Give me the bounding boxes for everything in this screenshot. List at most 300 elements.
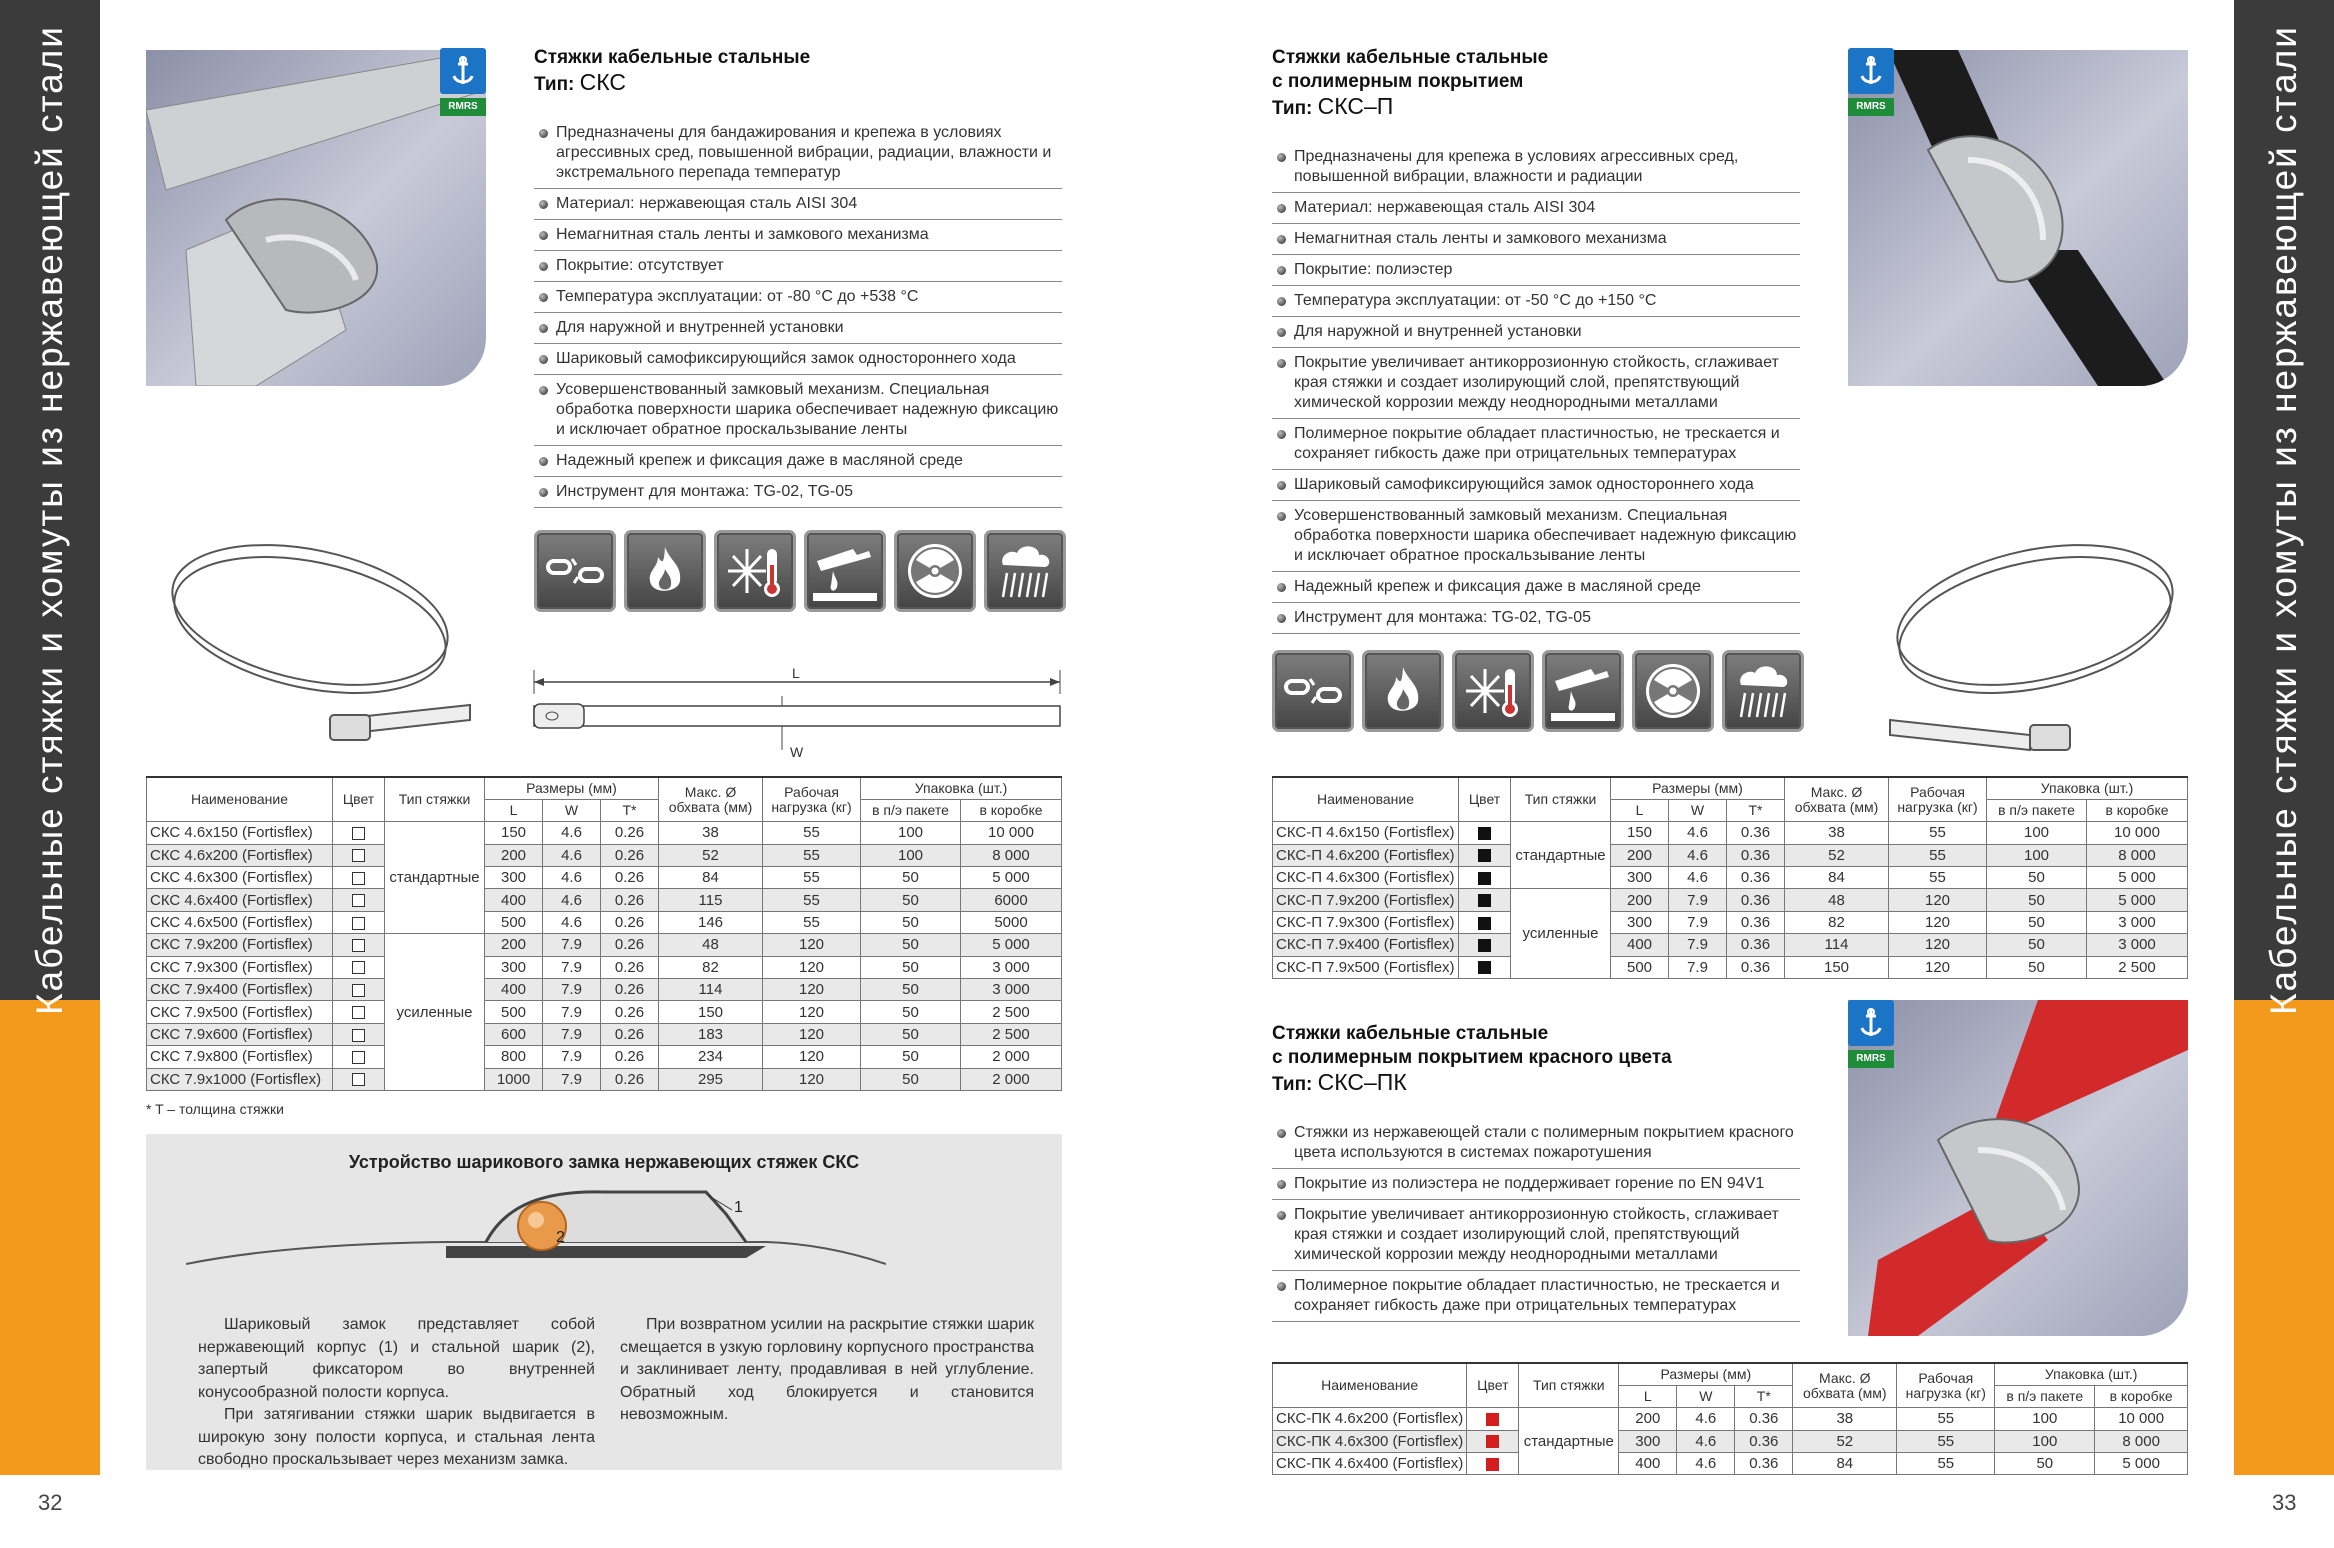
table-cell: СКС 7.9х200 (Fortisflex)	[147, 934, 333, 956]
table-cell: в коробке	[961, 799, 1062, 821]
table-cell	[333, 956, 385, 978]
color-swatch	[352, 1006, 365, 1019]
table-cell: 2 500	[2087, 956, 2188, 978]
sksp-condition-icons	[1272, 650, 1804, 732]
th-dims: Размеры (мм)	[485, 777, 659, 799]
table-cell: 0.26	[601, 822, 659, 844]
th-load: Рабочая нагрузка (кг)	[1897, 1363, 1995, 1408]
color-swatch	[352, 1029, 365, 1042]
table-cell: 300	[1611, 867, 1669, 889]
table-cell: 82	[659, 956, 763, 978]
table-cell: СКС 4.6х500 (Fortisflex)	[147, 911, 333, 933]
table-cell: 400	[1611, 934, 1669, 956]
feature-item: Для наружной и внутренней установки	[1272, 317, 1800, 348]
table-cell: 55	[1889, 867, 1987, 889]
table-cell: 150	[1785, 956, 1889, 978]
table-cell: 0.26	[601, 889, 659, 911]
table-cell: 0.26	[601, 1046, 659, 1068]
table-cell: 0.36	[1735, 1430, 1793, 1452]
table-cell: 50	[1987, 889, 2087, 911]
table-cell: 0.36	[1727, 956, 1785, 978]
table-cell: 3 000	[2087, 911, 2188, 933]
table-cell: 4.6	[543, 889, 601, 911]
sksp-strap-drawing	[1870, 520, 2200, 760]
th-pack: Упаковка (шт.)	[1995, 1363, 2188, 1385]
left-sidebar-text: Кабельные стяжки и хомуты из нержавеющей стали	[29, 25, 70, 1015]
table-cell	[333, 934, 385, 956]
table-cell: 0.26	[601, 844, 659, 866]
table-row	[1273, 956, 2188, 978]
table-cell: 55	[1897, 1453, 1995, 1475]
table-cell: 2 000	[961, 1068, 1062, 1090]
table-cell: 55	[1889, 822, 1987, 844]
color-swatch	[1478, 827, 1491, 840]
color-swatch	[352, 827, 365, 840]
table-cell: 2 000	[961, 1046, 1062, 1068]
table-row	[1273, 889, 2188, 911]
table-cell	[1459, 911, 1511, 933]
table-cell: 7.9	[1669, 934, 1727, 956]
table-cell: 50	[861, 1023, 961, 1045]
table-cell: 50	[1987, 934, 2087, 956]
table-cell: 55	[1897, 1430, 1995, 1452]
label-2: 2	[556, 1229, 565, 1246]
table-cell: 50	[861, 1046, 961, 1068]
table-cell: в п/э пакете	[1987, 799, 2087, 821]
table-cell: 0.36	[1727, 844, 1785, 866]
skspk-title: Стяжки кабельные стальные с полимерным покрытием красного цвета Тип: СКС–ПК	[1272, 1023, 1672, 1095]
table-cell: 115	[659, 889, 763, 911]
table-row	[1273, 1453, 2188, 1475]
oil-drip-icon	[1542, 650, 1624, 732]
table-cell: 84	[1785, 867, 1889, 889]
table-cell: 10 000	[961, 822, 1062, 844]
device-paragraph-2: При возвратном усилии на раскрытие стяжки шарик смещается в узкую горловину корпусного пространства и заклинивает ленту, продавливая в ней углубление. Обратный ход блокируется и становится невозможным.	[620, 1316, 1034, 1423]
table-cell: СКС 7.9х1000 (Fortisflex)	[147, 1068, 333, 1090]
type-cell: стандартные	[385, 822, 485, 934]
table-cell: 0.36	[1735, 1453, 1793, 1475]
table-cell: 52	[659, 844, 763, 866]
table-cell: 120	[763, 1046, 861, 1068]
table-cell: 55	[1889, 844, 1987, 866]
table-cell: 4.6	[1677, 1430, 1735, 1452]
th-dims: Размеры (мм)	[1611, 777, 1785, 799]
table-cell: СКС-П 4.6х300 (Fortisflex)	[1273, 867, 1459, 889]
table-cell: 2 500	[961, 1001, 1062, 1023]
feature-item: Полимерное покрытие обладает пластичностью, не трескается и сохраняет гибкость даже при отрицательных температурах	[1272, 419, 1800, 470]
table-cell: 120	[1889, 889, 1987, 911]
table-cell: 0.26	[601, 1023, 659, 1045]
table-cell: СКС 4.6х200 (Fortisflex)	[147, 844, 333, 866]
table-cell: 5 000	[961, 934, 1062, 956]
color-swatch	[352, 849, 365, 862]
sks-footnote: * T – толщина стяжки	[146, 1101, 284, 1117]
sks-strap-drawing	[160, 520, 490, 760]
table-cell: 7.9	[543, 1023, 601, 1045]
table-cell: СКС 4.6х400 (Fortisflex)	[147, 889, 333, 911]
device-title: Устройство шарикового замка нержавеющих стяжек СКС	[348, 1152, 860, 1172]
table-cell: 0.36	[1727, 867, 1785, 889]
table-cell: 7.9	[543, 1068, 601, 1090]
color-swatch	[1478, 917, 1491, 930]
table-row	[1273, 867, 2188, 889]
table-cell: 7.9	[1669, 911, 1727, 933]
rain-icon	[1722, 650, 1804, 732]
table-row	[147, 867, 1062, 889]
skspk-feature-list	[1272, 1118, 1800, 1322]
table-cell: W	[1669, 799, 1727, 821]
color-swatch	[352, 961, 365, 974]
table-cell: 52	[1793, 1430, 1897, 1452]
table-cell: L	[1619, 1385, 1677, 1407]
table-cell: 5 000	[2087, 889, 2188, 911]
table-cell: 4.6	[1669, 844, 1727, 866]
table-cell: 120	[1889, 956, 1987, 978]
table-cell: 183	[659, 1023, 763, 1045]
table-cell: 8 000	[961, 844, 1062, 866]
right-sidebar-text: Кабельные стяжки и хомуты из нержавеющей стали	[2263, 25, 2304, 1015]
table-cell: 500	[485, 911, 543, 933]
feature-item: Предназначены для крепежа в условиях агрессивных сред, повышенной вибрации, влажности и радиации	[1272, 142, 1800, 193]
table-cell: 150	[1611, 822, 1669, 844]
table-row	[147, 934, 1062, 956]
feature-item: Покрытие увеличивает антикоррозионную стойкость, сглаживает края стяжки и создает изолирующий слой, препятствующий химической коррозии между неоднородными металлами	[1272, 1200, 1800, 1271]
color-swatch	[1486, 1435, 1499, 1448]
table-cell: T*	[601, 799, 659, 821]
table-cell: 50	[861, 1068, 961, 1090]
radiation-icon	[1632, 650, 1714, 732]
table-cell: 200	[1611, 844, 1669, 866]
table-cell: 55	[763, 911, 861, 933]
table-cell: 120	[763, 1023, 861, 1045]
sksp-spec-table	[1272, 776, 2188, 979]
color-swatch	[1478, 872, 1491, 885]
table-cell: 5 000	[961, 867, 1062, 889]
sks-feature-list	[534, 118, 1062, 508]
left-page-number: 32	[38, 1490, 63, 1515]
th-girth: Макс. Ø обхвата (мм)	[659, 777, 763, 822]
sksp-title: Стяжки кабельные стальные с полимерным покрытием Тип: СКС–П	[1272, 47, 1549, 119]
table-cell: в коробке	[2095, 1385, 2188, 1407]
feature-item: Инструмент для монтажа: TG-02, TG-05	[1272, 603, 1800, 634]
table-row	[1273, 844, 2188, 866]
table-cell: 120	[763, 979, 861, 1001]
table-cell: W	[543, 799, 601, 821]
th-name: Наименование	[1273, 777, 1459, 822]
th-dims: Размеры (мм)	[1619, 1363, 1793, 1385]
color-swatch	[1478, 849, 1491, 862]
table-cell: 400	[485, 889, 543, 911]
logo-caption: RMRS	[440, 98, 486, 116]
th-color: Цвет	[1459, 777, 1511, 822]
table-cell: 3 000	[961, 956, 1062, 978]
table-cell: СКС-П 7.9х400 (Fortisflex)	[1273, 934, 1459, 956]
table-cell: 50	[1987, 867, 2087, 889]
feature-item: Шариковый самофиксирующийся замок одностороннего хода	[1272, 470, 1800, 501]
table-cell: 0.36	[1727, 911, 1785, 933]
table-cell: 8 000	[2087, 844, 2188, 866]
sks-certification-logo	[440, 48, 486, 116]
table-cell: 7.9	[543, 956, 601, 978]
color-swatch	[1486, 1413, 1499, 1426]
table-cell: 100	[1987, 822, 2087, 844]
feature-item: Покрытие увеличивает антикоррозионную стойкость, сглаживает края стяжки и создает изолирующий слой, препятствующий химической коррозии между неоднородными металлами	[1272, 348, 1800, 419]
lock-device-box	[146, 1134, 1062, 1470]
table-cell: 3 000	[2087, 934, 2188, 956]
feature-item: Усовершенствованный замковый механизм. Специальная обработка поверхности шарика обеспечивает надежную фиксацию и исключает обратное проскальзывание ленты	[534, 375, 1062, 446]
table-cell	[1459, 934, 1511, 956]
table-cell: 55	[763, 844, 861, 866]
logo-caption: RMRS	[1848, 98, 1894, 116]
table-cell: 52	[1785, 844, 1889, 866]
table-cell: 146	[659, 911, 763, 933]
sks-dimension-drawing	[530, 660, 1065, 765]
th-girth: Макс. Ø обхвата (мм)	[1785, 777, 1889, 822]
type-cell: стандартные	[1519, 1408, 1619, 1475]
type-cell: усиленные	[1511, 889, 1611, 979]
table-cell: СКС 7.9х600 (Fortisflex)	[147, 1023, 333, 1045]
th-type: Тип стяжки	[385, 777, 485, 822]
table-cell: 50	[1987, 956, 2087, 978]
table-row	[147, 1068, 1062, 1090]
table-cell: СКС 7.9х300 (Fortisflex)	[147, 956, 333, 978]
lock-mechanism-drawing	[186, 1184, 886, 1274]
th-color: Цвет	[333, 777, 385, 822]
feature-item: Покрытие: отсутствует	[534, 251, 1062, 282]
table-cell: 7.9	[1669, 956, 1727, 978]
table-row	[1273, 822, 2188, 844]
color-swatch	[1478, 894, 1491, 907]
table-cell: 0.26	[601, 1001, 659, 1023]
table-cell: 7.9	[543, 1001, 601, 1023]
table-cell: СКС 4.6х300 (Fortisflex)	[147, 867, 333, 889]
table-cell: 10 000	[2095, 1408, 2188, 1430]
table-cell: 300	[1611, 911, 1669, 933]
sksp-product-photo	[1848, 50, 2188, 386]
color-swatch	[352, 1073, 365, 1086]
table-row	[1273, 911, 2188, 933]
table-cell: 800	[485, 1046, 543, 1068]
table-cell	[1467, 1408, 1519, 1430]
feature-item: Предназначены для бандажирования и крепежа в условиях агрессивных сред, повышенной вибрации, радиации, влажности и экстремального перепада температур	[534, 118, 1062, 189]
table-cell: 150	[659, 1001, 763, 1023]
table-cell: 55	[763, 822, 861, 844]
table-cell	[333, 911, 385, 933]
table-cell: 500	[1611, 956, 1669, 978]
anchor-icon	[446, 54, 480, 88]
table-row	[147, 1001, 1062, 1023]
color-swatch	[352, 917, 365, 930]
feature-item: Усовершенствованный замковый механизм. Специальная обработка поверхности шарика обеспечивает надежную фиксацию и исключает обратное проскальзывание ленты	[1272, 501, 1800, 572]
logo-caption: RMRS	[1848, 1050, 1894, 1068]
right-sidebar	[2234, 0, 2334, 1475]
feature-item: Надежный крепеж и фиксация даже в масляной среде	[1272, 572, 1800, 603]
sks-condition-icons	[534, 530, 1066, 612]
th-name: Наименование	[1273, 1363, 1467, 1408]
table-cell: L	[485, 799, 543, 821]
table-cell: 50	[861, 956, 961, 978]
table-cell: 0.26	[601, 867, 659, 889]
fire-icon	[1362, 650, 1444, 732]
table-cell: в п/э пакете	[861, 799, 961, 821]
table-row	[147, 1046, 1062, 1068]
table-cell: 150	[485, 822, 543, 844]
table-cell: 0.26	[601, 956, 659, 978]
table-cell: 120	[1889, 911, 1987, 933]
table-cell: СКС 7.9х400 (Fortisflex)	[147, 979, 333, 1001]
table-row	[147, 844, 1062, 866]
table-cell: 400	[485, 979, 543, 1001]
color-swatch	[1478, 939, 1491, 952]
table-cell	[333, 867, 385, 889]
sksp-feature-list	[1272, 142, 1800, 634]
color-swatch	[1478, 961, 1491, 974]
table-row	[147, 1023, 1062, 1045]
sks-title: Стяжки кабельные стальные Тип: СКС	[534, 47, 811, 95]
table-cell: СКС-П 4.6х200 (Fortisflex)	[1273, 844, 1459, 866]
table-cell: 295	[659, 1068, 763, 1090]
table-cell: СКС 7.9х800 (Fortisflex)	[147, 1046, 333, 1068]
table-cell: 4.6	[543, 822, 601, 844]
table-cell: 5 000	[2095, 1453, 2188, 1475]
table-cell: 50	[861, 867, 961, 889]
table-cell	[333, 844, 385, 866]
sks-spec-table	[146, 776, 1062, 1091]
table-cell: 84	[659, 867, 763, 889]
table-cell	[1459, 956, 1511, 978]
table-cell: СКС 7.9х500 (Fortisflex)	[147, 1001, 333, 1023]
table-cell: 55	[763, 867, 861, 889]
feature-item: Шариковый самофиксирующийся замок одностороннего хода	[534, 344, 1062, 375]
table-cell: 7.9	[543, 1046, 601, 1068]
table-cell: 38	[659, 822, 763, 844]
table-cell: 50	[861, 889, 961, 911]
feature-item: Температура эксплуатации: от -50 °С до +150 °С	[1272, 286, 1800, 317]
th-color: Цвет	[1467, 1363, 1519, 1408]
feature-item: Немагнитная сталь ленты и замкового механизма	[1272, 224, 1800, 255]
th-load: Рабочая нагрузка (кг)	[763, 777, 861, 822]
th-type: Тип стяжки	[1511, 777, 1611, 822]
table-cell: 4.6	[543, 844, 601, 866]
table-cell: 120	[763, 1068, 861, 1090]
feature-item: Инструмент для монтажа: TG-02, TG-05	[534, 477, 1062, 508]
table-cell: 84	[1793, 1453, 1897, 1475]
table-cell: 10 000	[2087, 822, 2188, 844]
frost-thermometer-icon	[714, 530, 796, 612]
table-cell: 48	[1785, 889, 1889, 911]
table-cell: СКС 4.6х150 (Fortisflex)	[147, 822, 333, 844]
table-cell: 6000	[961, 889, 1062, 911]
table-cell	[333, 1001, 385, 1023]
table-cell: 55	[763, 889, 861, 911]
chain-break-icon	[534, 530, 616, 612]
table-cell: 0.26	[601, 934, 659, 956]
rain-icon	[984, 530, 1066, 612]
feature-item: Покрытие из полиэстера не поддерживает горение по EN 94V1	[1272, 1169, 1800, 1200]
feature-item: Материал: нержавеющая сталь AISI 304	[534, 189, 1062, 220]
table-cell: 4.6	[543, 911, 601, 933]
color-swatch	[1486, 1458, 1499, 1471]
table-cell: 300	[485, 867, 543, 889]
table-cell: 0.36	[1735, 1408, 1793, 1430]
left-sidebar	[0, 0, 100, 1475]
table-cell: L	[1611, 799, 1669, 821]
table-cell: 100	[1995, 1430, 2095, 1452]
table-cell: W	[1677, 1385, 1735, 1407]
table-cell: 100	[861, 844, 961, 866]
skspk-spec-table	[1272, 1362, 2188, 1475]
th-pack: Упаковка (шт.)	[1987, 777, 2188, 799]
color-swatch	[352, 872, 365, 885]
table-cell: 0.26	[601, 1068, 659, 1090]
table-row	[147, 889, 1062, 911]
table-cell: 0.36	[1727, 934, 1785, 956]
table-cell: 1000	[485, 1068, 543, 1090]
table-cell	[333, 979, 385, 1001]
table-cell: СКС-ПК 4.6х200 (Fortisflex)	[1273, 1408, 1467, 1430]
th-girth: Макс. Ø обхвата (мм)	[1793, 1363, 1897, 1408]
table-cell: 4.6	[1669, 822, 1727, 844]
table-cell: 500	[485, 1001, 543, 1023]
table-cell: 234	[659, 1046, 763, 1068]
dim-L-label: L	[792, 665, 800, 681]
right-page-number: 33	[2272, 1490, 2297, 1515]
table-cell: 48	[659, 934, 763, 956]
dim-W-label: W	[790, 744, 804, 760]
table-cell: 2 500	[961, 1023, 1062, 1045]
anchor-icon	[1854, 1006, 1888, 1040]
table-cell: 120	[763, 1001, 861, 1023]
feature-item: Материал: нержавеющая сталь AISI 304	[1272, 193, 1800, 224]
table-cell: 4.6	[1677, 1408, 1735, 1430]
table-cell	[1467, 1453, 1519, 1475]
feature-item: Стяжки из нержавеющей стали с полимерным покрытием красного цвета используются в системах пожаротушения	[1272, 1118, 1800, 1169]
table-cell: 0.26	[601, 979, 659, 1001]
table-cell: 7.9	[543, 979, 601, 1001]
table-cell: 200	[485, 844, 543, 866]
color-swatch	[352, 1051, 365, 1064]
sks-product-photo	[146, 50, 486, 386]
table-cell: 50	[1995, 1453, 2095, 1475]
table-cell	[1459, 867, 1511, 889]
skspk-product-photo	[1848, 1000, 2188, 1336]
sksp-certification-logo	[1848, 48, 1894, 116]
table-cell: 4.6	[1677, 1453, 1735, 1475]
table-row	[147, 979, 1062, 1001]
table-cell: 5 000	[2087, 867, 2188, 889]
table-cell: 38	[1785, 822, 1889, 844]
frost-thermometer-icon	[1452, 650, 1534, 732]
table-cell: СКС-ПК 4.6х300 (Fortisflex)	[1273, 1430, 1467, 1452]
table-cell: СКС-П 7.9х500 (Fortisflex)	[1273, 956, 1459, 978]
table-cell: T*	[1735, 1385, 1793, 1407]
table-cell: 400	[1619, 1453, 1677, 1475]
table-cell: в п/э пакете	[1995, 1385, 2095, 1407]
table-cell: 600	[485, 1023, 543, 1045]
table-cell: 50	[861, 979, 961, 1001]
table-cell	[1459, 889, 1511, 911]
table-cell: 114	[659, 979, 763, 1001]
anchor-icon	[1854, 54, 1888, 88]
th-name: Наименование	[147, 777, 333, 822]
radiation-icon	[894, 530, 976, 612]
table-cell	[333, 1046, 385, 1068]
table-cell: 120	[1889, 934, 1987, 956]
table-cell: СКС-П 4.6х150 (Fortisflex)	[1273, 822, 1459, 844]
table-cell: в коробке	[2087, 799, 2188, 821]
feature-item: Немагнитная сталь ленты и замкового механизма	[534, 220, 1062, 251]
table-cell: 200	[1611, 889, 1669, 911]
